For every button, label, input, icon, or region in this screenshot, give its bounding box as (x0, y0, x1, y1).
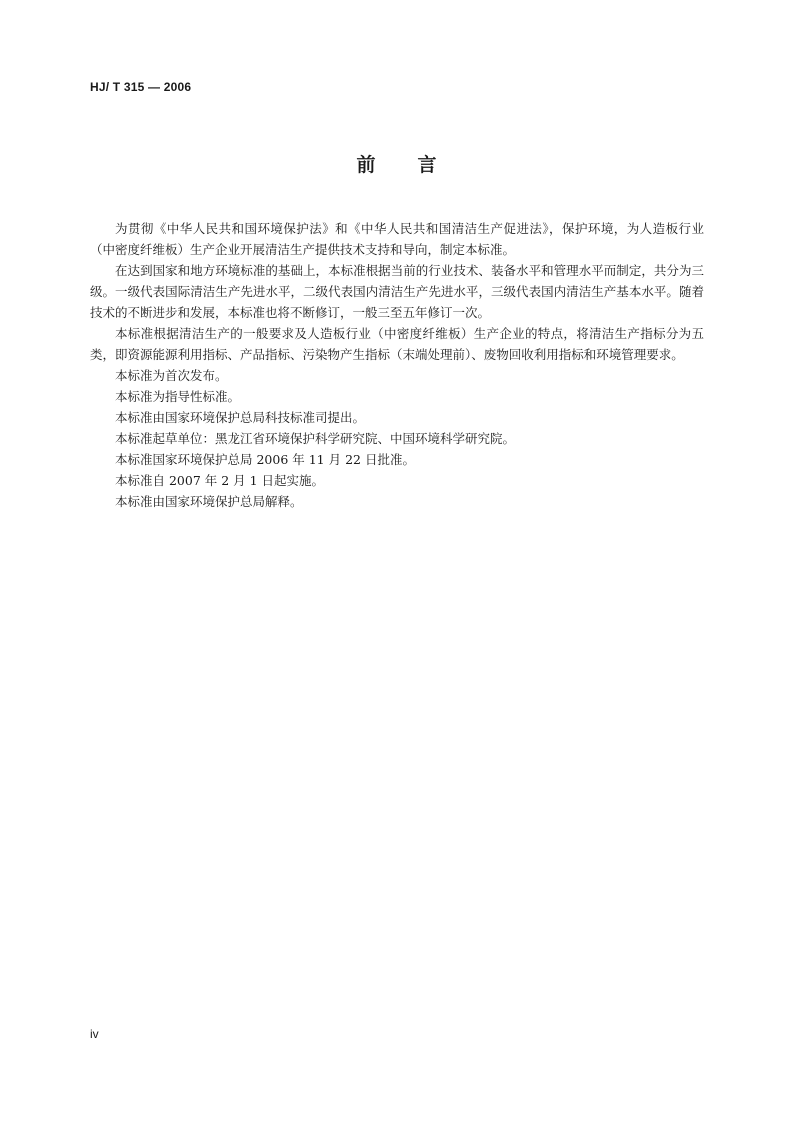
paragraph-levels: 在达到国家和地方环境标准的基础上，本标准根据当前的行业技术、装备水平和管理水平而制定，共分为三级。一级代表国际清洁生产先进水平，二级代表国内清洁生产先进水平，三级代表国内清洁生产基本水平。随着技术的不断进步和发展，本标准也将不断修订，一般三至五年修订一次。 (90, 263, 704, 320)
paragraph-guidance: 本标准为指导性标准。 (115, 389, 241, 404)
paragraph-proposed-by: 本标准由国家环境保护总局科技标准司提出。 (115, 410, 366, 425)
page-number: iv (90, 1027, 99, 1041)
paragraph-purpose: 为贯彻《中华人民共和国环境保护法》和《中华人民共和国清洁生产促进法》，保护环境，为人造板行业（中密度纤维板）生产企业开展清洁生产提供技术支持和导向，制定本标准。 (90, 221, 704, 257)
paragraph-indicators: 本标准根据清洁生产的一般要求及人造板行业（中密度纤维板）生产企业的特点，将清洁生产指标分为五类，即资源能源利用指标、产品指标、污染物产生指标（末端处理前）、废物回收利用指标和环境管理要求。 (90, 326, 704, 362)
paragraph-approval-date: 本标准国家环境保护总局 2006 年 11 月 22 日批准。 (115, 452, 415, 467)
paragraph-interpretation: 本标准由国家环境保护总局解释。 (115, 494, 303, 509)
foreword-body (90, 218, 704, 512)
page-title (0, 150, 793, 177)
paragraph-first-release: 本标准为首次发布。 (115, 368, 228, 383)
standard-code: HJ/ T 315 — 2006 (90, 80, 192, 94)
paragraph-drafting-units: 本标准起草单位：黑龙江省环境保护科学研究院、中国环境科学研究院。 (115, 431, 516, 446)
title-char-2: 言 (417, 154, 437, 176)
title-char-1: 前 (356, 154, 376, 176)
paragraph-effective-date: 本标准自 2007 年 2 月 1 日起实施。 (115, 473, 325, 488)
